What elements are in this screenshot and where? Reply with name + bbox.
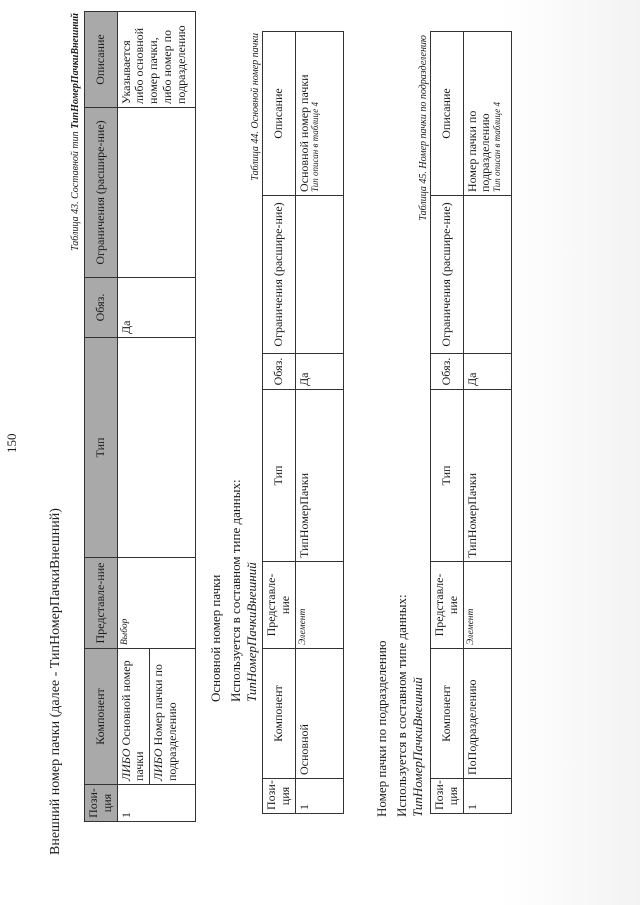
table45-header: Представле-ние (431, 562, 464, 649)
table45-repr: Элемент (463, 562, 511, 649)
table45-req: Да (463, 354, 511, 390)
table45-header: Обяз. (431, 354, 464, 390)
section2-used-type (244, 562, 260, 702)
table44-repr: Элемент (295, 562, 343, 649)
table43 (84, 11, 196, 822)
table43-caption-prefix: Таблица 43. Составной тип (70, 131, 81, 251)
table43-caption-name: ТипНомерПачкиВнешний (70, 13, 81, 129)
section2-used-in: Используется в составном типе данных: (228, 479, 243, 702)
table43-header: Компонент (85, 649, 118, 785)
table44-row (295, 32, 343, 814)
table44 (262, 31, 344, 814)
table43-header: Тип (85, 338, 118, 558)
table45 (430, 31, 512, 814)
table44-req: Да (295, 354, 343, 390)
table43-header: Пози-ция (85, 785, 118, 822)
table44-comp: Основной (295, 649, 343, 779)
table44-pos: 1 (295, 779, 343, 814)
table45-desc (463, 32, 511, 196)
table44-desc-note: Тип описан в таблице 4 (310, 102, 321, 192)
section3-title: Номер пачки по подразделению (374, 640, 389, 817)
table43-header: Описание (85, 12, 118, 108)
section3-used-type (410, 677, 426, 817)
table44-header: Компонент (263, 649, 296, 779)
choice1-text: Основной номер пачки (118, 660, 147, 781)
section2-used-type-text: ТипНомерПачкиВнешний (244, 562, 259, 702)
table43-header: Ограничения (расшире-ние) (85, 108, 118, 278)
section2-title: Основной номер пачки (208, 574, 223, 702)
table44-restr (295, 196, 343, 354)
table43-row (117, 12, 195, 822)
choice2-text: Номер пачки по подразделению (151, 664, 179, 781)
table45-desc-note: Тип описан в таблице 4 (492, 102, 503, 192)
table43-type (117, 338, 195, 558)
table43-header: Обяз. (85, 278, 118, 338)
table45-comp: ПоПодразделению (463, 649, 511, 779)
table45-header: Ограничения (расшире-ние) (431, 196, 464, 354)
table43-req: Да (117, 278, 195, 338)
table45-header: Описание (431, 32, 464, 196)
table43-repr: Выбор (117, 558, 195, 649)
table45-caption: Таблица 45. Номер пачки по подразделению (418, 35, 429, 221)
table44-desc (295, 32, 343, 196)
table45-row (463, 32, 511, 814)
table45-restr (463, 196, 511, 354)
table45-header: Пози-ция (431, 779, 464, 814)
table45-header-row (431, 32, 464, 814)
section-title-external-number: Внешний номер пачки (далее - ТипНомерПачкиВнешний) (48, 508, 63, 855)
table44-header: Обяз. (263, 354, 296, 390)
choice2-prefix: ЛИБО (151, 748, 166, 781)
table44-desc-text: Основной номер пачки (296, 74, 311, 192)
table44-header-row (263, 32, 296, 814)
table44-header: Пози-ция (263, 779, 296, 814)
table43-restr (117, 108, 195, 278)
table45-header: Тип (431, 390, 464, 562)
table43-desc: Указывается либо основной номер пачки, либо номер по подразделению (117, 12, 195, 108)
table44-header: Описание (263, 32, 296, 196)
table44-header: Тип (263, 390, 296, 562)
choice1-prefix: ЛИБО (118, 748, 133, 781)
table44-header: Ограничения (расшире-ние) (263, 196, 296, 354)
table45-pos: 1 (463, 779, 511, 814)
table44-type: ТипНомерПачки (295, 390, 343, 562)
table43-header: Представле-ние (85, 558, 118, 649)
table45-type: ТипНомерПачки (463, 390, 511, 562)
table43-pos: 1 (117, 785, 195, 822)
section3-used-in: Используется в составном типе данных: (394, 594, 409, 817)
page-number: 150 (4, 433, 19, 453)
section3-used-type-text: ТипНомерПачкиВнешний (410, 677, 425, 817)
table43-components (117, 649, 195, 785)
scan-shade (500, 0, 640, 905)
table43-header-row (85, 12, 118, 822)
table44-caption: Таблица 44. Основной номер пачки (250, 33, 261, 181)
table43-caption (70, 13, 81, 385)
table44-header: Представле-ние (263, 562, 296, 649)
table45-header: Компонент (431, 649, 464, 779)
table45-desc-text: Номер пачки по подразделению (464, 110, 493, 192)
